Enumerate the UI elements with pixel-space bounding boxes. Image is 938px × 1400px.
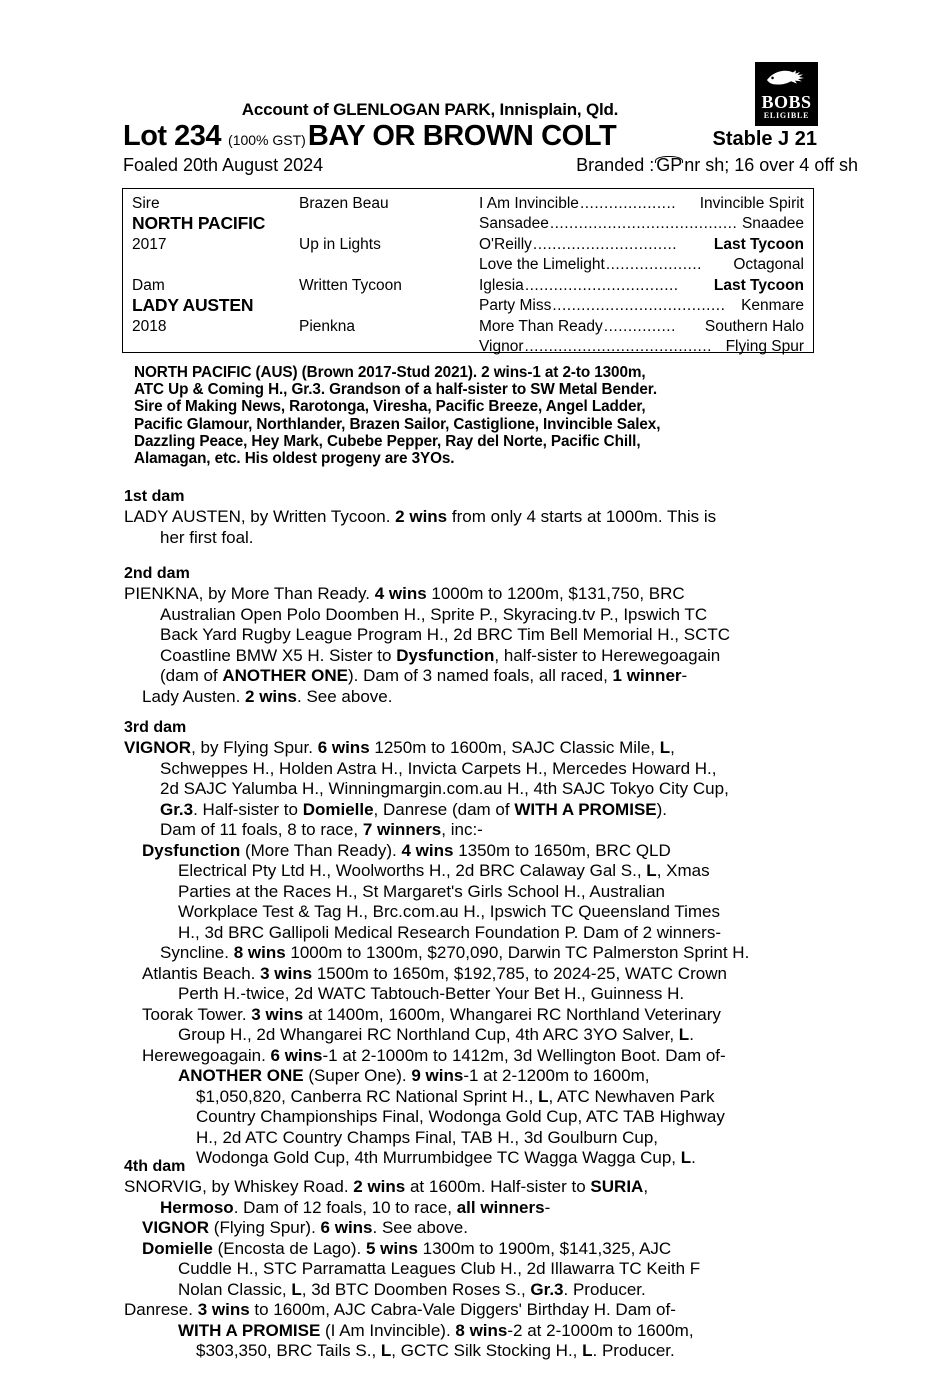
t: Atlantis Beach. <box>142 963 261 983</box>
winner-count: 7 winners <box>362 820 442 839</box>
text-line <box>160 646 814 667</box>
account-line: Account of GLENLOGAN PARK, Innisplain, Qld. <box>241 100 619 119</box>
text-line: Cuddle H., STC Parramatta Leagues Club H., 2d Illawarra TC Keith F <box>178 1259 701 1278</box>
text-line <box>124 1177 814 1198</box>
listed-marker: L <box>646 861 657 880</box>
horse-name: Hermoso <box>160 1197 234 1217</box>
horse-name: VIGNOR <box>124 738 192 757</box>
text-line <box>178 1066 814 1087</box>
pedigree-right: Southern Halo <box>704 317 804 335</box>
horse-name: Domielle <box>302 799 374 819</box>
second-dam-section <box>124 565 814 707</box>
t: , GCTC Silk Stocking H., <box>391 1341 583 1360</box>
listed-marker: L <box>582 1341 593 1360</box>
first-dam-body <box>124 507 814 548</box>
t: 1000m to 1300m, $270,090, Darwin TC Palmerston Sprint H. <box>285 943 750 962</box>
branded-label: Branded : <box>576 155 655 175</box>
horse-head-icon <box>763 67 811 89</box>
horse-name: ANOTHER ONE <box>222 666 348 685</box>
text-line <box>124 738 814 759</box>
horse-name: SURIA <box>590 1177 644 1196</box>
text-line <box>142 841 814 862</box>
t: . <box>689 1025 694 1044</box>
horse-name: WITH A PROMISE <box>514 799 657 819</box>
pedigree-table <box>122 188 814 353</box>
listed-marker: L <box>291 1279 302 1299</box>
wins-count: 2 wins <box>395 507 448 526</box>
pedigree-right: Flying Spur <box>725 337 804 355</box>
t: PIENKNA, by More Than Ready. <box>124 584 375 603</box>
third-dam-section <box>124 719 814 1169</box>
pedigree-right: Kenmare <box>741 296 804 314</box>
pedigree-right: Last Tycoon <box>713 235 804 253</box>
pedigree-col1: 2017 <box>132 235 167 253</box>
text-line: Country Championships Final, Wodonga Gold Cup, ATC TAB Highway <box>196 1107 725 1126</box>
text-line <box>142 1005 814 1026</box>
pedigree-left: Sansadee <box>479 214 549 232</box>
pedigree-col3 <box>479 215 813 233</box>
leader-dots: ....................................... <box>549 214 738 232</box>
pedigree-left: O'Reilly <box>479 235 532 253</box>
wins-count: 2 wins <box>245 686 297 706</box>
pedigree-col1: 2018 <box>132 317 167 335</box>
text-line <box>124 507 814 528</box>
second-dam-heading: 2nd dam <box>124 565 190 582</box>
pedigree-col1: Dam <box>132 276 165 294</box>
text-line <box>142 1046 814 1067</box>
horse-name: WITH A PROMISE <box>178 1320 321 1340</box>
wins-count: 6 wins <box>317 738 370 757</box>
pedigree-left: Party Miss <box>479 296 552 314</box>
text-line <box>196 1341 814 1362</box>
listed-marker: L <box>680 1148 692 1167</box>
t: - <box>681 666 688 685</box>
t: at 1400m, 1600m, Whangarei RC Northland Veterinary <box>303 1004 721 1024</box>
t: (More Than Ready). <box>240 840 402 860</box>
sire-desc-line: NORTH PACIFIC (AUS) (Brown 2017-Stud 2021). 2 wins-1 at 2-to 1300m, <box>134 364 646 381</box>
t: Herewegoagain. <box>142 1045 271 1065</box>
t: Dam of 11 foals, 8 to race, <box>160 820 363 839</box>
pedigree-right: Invincible Spirit <box>699 194 804 212</box>
t: Syncline. <box>160 943 234 962</box>
t: . See above. <box>297 686 393 706</box>
pedigree-row <box>123 333 813 360</box>
t: . <box>691 1148 696 1167</box>
t: at 1600m. Half-sister to <box>405 1177 591 1196</box>
first-dam-section <box>124 488 814 548</box>
text-line: H., 2d ATC Country Champs Final, TAB H., 3d Goulburn Cup, <box>196 1127 659 1147</box>
sire-desc-line: Alamagan, etc. His oldest progeny are 3YOs. <box>134 450 455 468</box>
text-line: 2d SAJC Yalumba H., Winningmargin.com.au H., 4th SAJC Tokyo City Cup, <box>160 779 729 798</box>
t: 1350m to 1650m, BRC QLD <box>453 840 671 860</box>
pedigree-right: Last Tycoon <box>713 276 804 294</box>
leader-dots: ....................................... <box>524 337 712 355</box>
group-marker: Gr.3 <box>530 1279 564 1299</box>
wins-count: 9 wins <box>411 1066 464 1085</box>
horse-description: BAY OR BROWN COLT <box>307 120 617 152</box>
t: (Flying Spur). <box>209 1218 321 1237</box>
t: , Danrese (dam of <box>373 799 515 819</box>
fourth-dam-heading: 4th dam <box>124 1158 186 1175</box>
second-dam-body <box>124 584 814 707</box>
wins-count: 4 wins <box>401 840 454 860</box>
foaled-branded-row <box>123 155 859 176</box>
wins-count: 6 wins <box>270 1045 323 1065</box>
fourth-dam-section <box>124 1158 814 1362</box>
text-line <box>142 1239 814 1260</box>
text-line: Parties at the Races H., St Margaret's Girls School H., Australian <box>178 881 665 901</box>
sire-desc-line: Dazzling Peace, Hey Mark, Cubebe Pepper, Ray del Norte, Pacific Chill, <box>134 432 641 450</box>
t: , <box>670 738 675 757</box>
t: LADY AUSTEN, by Written Tycoon. <box>124 507 396 526</box>
winner-count: all winners <box>456 1197 545 1217</box>
text-line <box>142 687 814 708</box>
t: 1250m to 1600m, SAJC Classic Mile, <box>369 738 660 757</box>
t: . Dam of 12 foals, 10 to race, <box>233 1197 457 1217</box>
listed-marker: L <box>380 1341 392 1360</box>
text-line <box>160 820 814 841</box>
horse-name: Dysfunction <box>396 645 495 665</box>
text-line: Perth H.-twice, 2d WATC Tabtouch-Better Your Bet H., Guinness H. <box>178 984 685 1003</box>
pedigree-left: Iglesia <box>479 276 524 294</box>
text-line <box>178 1280 814 1301</box>
t: , half-sister to Herewegoagain <box>494 645 721 665</box>
pedigree-col2: Up in Lights <box>299 235 381 253</box>
t: -1 at 2-1200m to 1600m, <box>463 1066 650 1085</box>
bobs-logo-subtitle: ELIGIBLE <box>763 111 810 120</box>
pedigree-col3 <box>479 297 813 315</box>
pedigree-left: I Am Invincible <box>479 194 579 212</box>
text-line <box>124 1300 814 1321</box>
wins-count: 2 wins <box>353 1177 406 1196</box>
stable-label: Stable J 21 <box>712 128 817 150</box>
text-line <box>178 1321 814 1342</box>
t: Coastline BMW X5 H. Sister to <box>160 645 397 665</box>
t: . See above. <box>372 1218 468 1237</box>
text-line: Australian Open Polo Doomben H., Sprite P., Skyracing.tv P., Ipswich TC <box>160 604 708 624</box>
group-marker: Gr.3 <box>160 799 194 819</box>
t: (Encosta de Lago). <box>212 1238 366 1258</box>
t: -1 at 2-1000m to 1412m, 3d Wellington Boot. Dam of- <box>322 1045 726 1065</box>
leader-dots: ................................ <box>524 276 679 294</box>
text-line: Back Yard Rugby League Program H., 2d BRC Tim Bell Memorial H., SCTC <box>160 625 731 644</box>
text-line: Schweppes H., Holden Astra H., Invicta Carpets H., Mercedes Howard H., <box>160 758 717 778</box>
leader-dots: .............................. <box>532 235 678 253</box>
wins-count: 5 wins <box>365 1238 418 1258</box>
first-dam-heading: 1st dam <box>124 488 185 505</box>
t: 1000m to 1200m, $131,750, BRC <box>426 584 685 603</box>
horse-name: VIGNOR <box>142 1218 210 1237</box>
t: SNORVIG, by Whiskey Road. <box>124 1177 354 1196</box>
text-line: H., 3d BRC Gallipoli Medical Research Foundation P. Dam of 2 winners- <box>178 922 721 942</box>
brand-arc-icon <box>655 156 683 163</box>
brand-code: GP <box>656 155 683 175</box>
pedigree-right: Snaadee <box>741 214 804 232</box>
pedigree-left: Vignor <box>479 337 524 355</box>
foaled-date: Foaled 20th August 2024 <box>123 155 324 175</box>
brand-symbol <box>655 155 683 176</box>
t: to 1600m, AJC Cabra-Vale Diggers' Birthday H. Dam of- <box>249 1300 676 1319</box>
t: ). Dam of 3 named foals, all raced, <box>347 666 613 685</box>
t: 1300m to 1900m, $141,325, AJC <box>417 1238 672 1258</box>
text-line <box>142 1218 814 1239</box>
wins-count: 4 wins <box>374 584 427 603</box>
pedigree-col3 <box>479 256 813 274</box>
text-line <box>178 1025 814 1046</box>
wins-count: 3 wins <box>260 963 313 983</box>
pedigree-col3 <box>479 338 813 356</box>
leader-dots: ............... <box>603 317 676 335</box>
wins-count: 8 wins <box>455 1320 508 1340</box>
pedigree-col1: NORTH PACIFIC <box>132 213 266 234</box>
sire-desc-line: Sire of Making News, Rarotonga, Viresha, Pacific Breeze, Angel Ladder, <box>134 398 646 416</box>
sire-desc-line: ATC Up & Coming H., Gr.3. Grandson of a half-sister to SW Metal Bender. <box>134 381 657 399</box>
text-line <box>124 584 814 605</box>
pedigree-col1: LADY AUSTEN <box>132 295 254 316</box>
winner-count: 1 winner <box>612 666 682 685</box>
t: . Producer. <box>563 1279 646 1299</box>
branded-detail: nr sh; 16 over 4 off sh <box>684 155 859 175</box>
t: , Xmas <box>656 861 710 880</box>
sire-desc-line: Pacific Glamour, Northlander, Brazen Sailor, Castiglione, Invincible Salex, <box>134 415 661 433</box>
t: - <box>544 1197 551 1217</box>
pedigree-col1: Sire <box>132 194 160 212</box>
t: $1,050,820, Canberra RC National Sprint H., <box>196 1086 539 1106</box>
t: . Producer. <box>592 1341 675 1360</box>
listed-marker: L <box>538 1086 549 1106</box>
t: , <box>643 1177 649 1196</box>
t: Toorak Tower. <box>142 1004 252 1024</box>
t: Group H., 2d Whangarei RC Northland Cup, 4th ARC 3YO Salver, <box>178 1025 679 1044</box>
t: ). <box>656 799 668 819</box>
pedigree-left: More Than Ready <box>479 317 603 335</box>
wins-count: 8 wins <box>233 943 286 962</box>
t: Nolan Classic, <box>178 1279 292 1299</box>
leader-dots: .................................... <box>552 296 726 314</box>
text-line: her first foal. <box>160 527 254 547</box>
t: from only 4 starts at 1000m. This is <box>447 507 717 526</box>
text-line <box>160 943 814 964</box>
horse-name: ANOTHER ONE <box>178 1066 304 1085</box>
leader-dots: .................... <box>579 194 677 212</box>
t: -2 at 2-1000m to 1600m, <box>507 1320 694 1340</box>
t: , inc:- <box>441 820 483 839</box>
t: Lady Austen. <box>142 686 246 706</box>
fourth-dam-body <box>124 1177 814 1362</box>
t: Electrical Pty Ltd H., Woolworths H., 2d BRC Calaway Gal S., <box>178 861 647 880</box>
bobs-logo-text: BOBS <box>761 92 812 112</box>
third-dam-heading: 3rd dam <box>124 719 187 736</box>
wins-count: 3 wins <box>251 1004 304 1024</box>
gst-note: (100% GST) <box>228 132 306 148</box>
wins-count: 3 wins <box>197 1300 250 1319</box>
third-dam-body <box>124 738 814 1169</box>
text-line <box>160 1198 814 1219</box>
listed-marker: L <box>659 738 671 757</box>
listed-marker: L <box>678 1025 690 1044</box>
t: $303,350, BRC Tails S., <box>196 1341 381 1360</box>
lot-heading-row <box>123 120 823 153</box>
lot-number: Lot 234 <box>123 120 222 152</box>
text-line <box>178 861 814 882</box>
t: (I Am Invincible). <box>320 1320 456 1340</box>
t: 1500m to 1650m, $192,785, to 2024-25, WATC Crown <box>312 963 727 983</box>
t: , 3d BTC Doomben Roses S., <box>301 1279 531 1299</box>
pedigree-col2: Written Tycoon <box>299 276 402 294</box>
text-line <box>196 1087 814 1108</box>
horse-name: Dysfunction <box>142 840 241 860</box>
t: Danrese. <box>124 1300 198 1319</box>
horse-name: Domielle <box>142 1238 213 1258</box>
text-line: Workplace Test & Tag H., Brc.com.au H., Ipswich TC Queensland Times <box>178 902 721 921</box>
t: , by Flying Spur. <box>191 738 318 757</box>
leader-dots: .................... <box>605 255 702 273</box>
text-line <box>160 800 814 821</box>
pedigree-right: Octagonal <box>733 255 804 273</box>
t: (dam of <box>160 666 223 685</box>
branded-info <box>576 155 858 176</box>
pedigree-col2: Brazen Beau <box>299 194 389 212</box>
wins-count: 6 wins <box>320 1218 373 1237</box>
sire-description <box>134 364 814 467</box>
t: , ATC Newhaven Park <box>548 1086 715 1106</box>
text-line <box>160 666 814 687</box>
text-line <box>142 964 814 985</box>
t: (Super One). <box>303 1066 412 1085</box>
t: . Half-sister to <box>193 799 303 819</box>
pedigree-col2: Pienkna <box>299 317 356 335</box>
pedigree-left: Love the Limelight <box>479 255 605 273</box>
t: Wodonga Gold Cup, 4th Murrumbidgee TC Wagga Wagga Cup, <box>196 1148 681 1167</box>
